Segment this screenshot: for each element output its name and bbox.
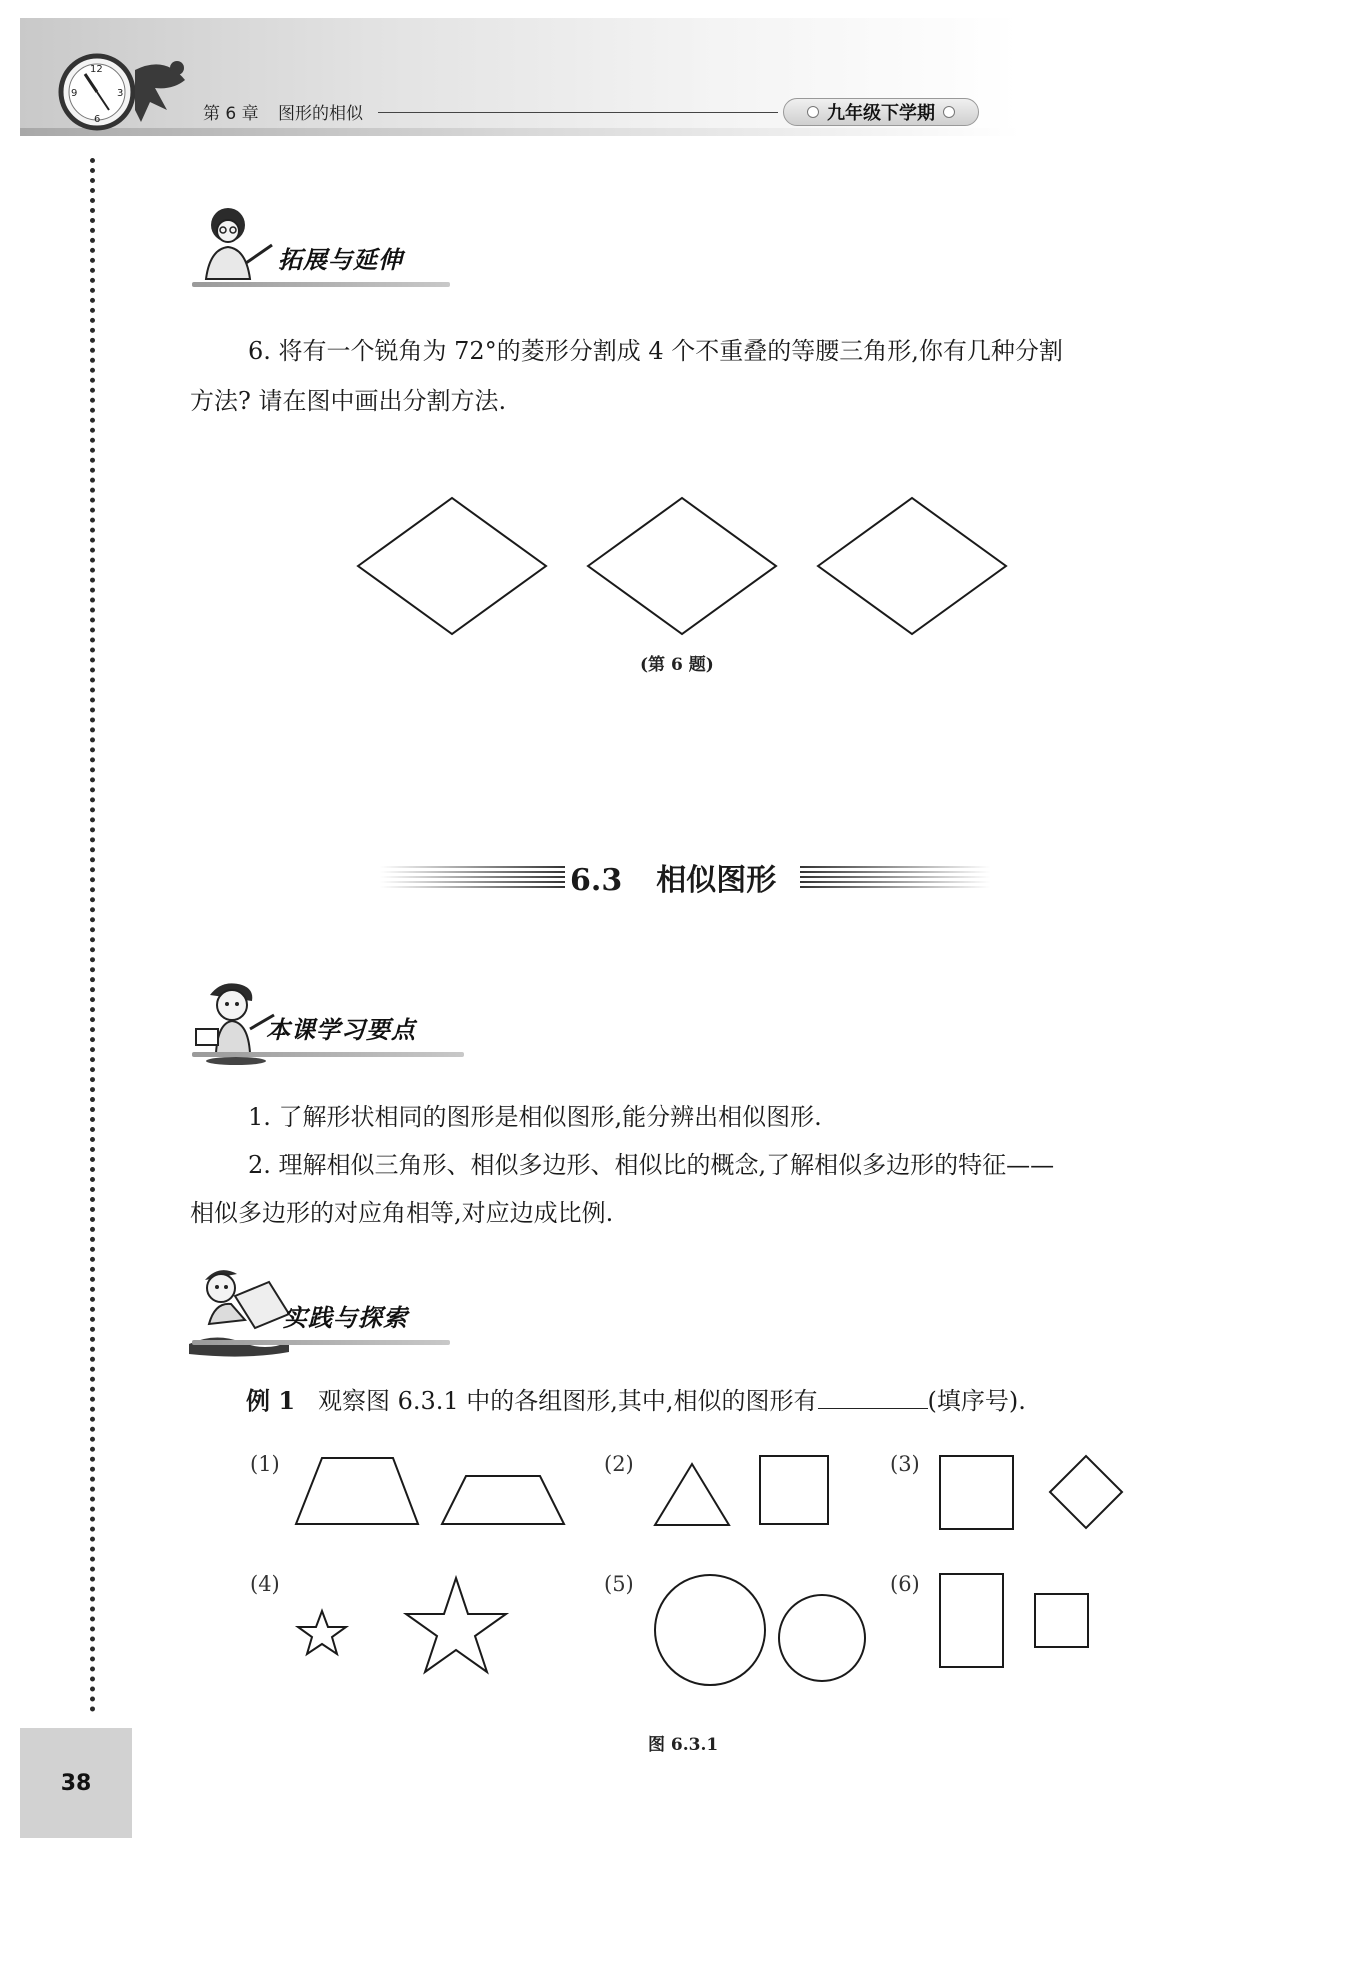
group-label-2: (2) <box>604 1452 634 1476</box>
svg-text:9: 9 <box>71 88 78 99</box>
page-number-tab <box>20 1728 132 1838</box>
key-point-2-line2: 相似多边形的对应角相等,对应边成比例. <box>190 1199 614 1227</box>
square-2 <box>760 1456 828 1524</box>
group-label-5: (5) <box>604 1572 634 1596</box>
key-point-2-line1: 2. 理解相似三角形、相似多边形、相似比的概念,了解相似多边形的特征—— <box>248 1151 1055 1179</box>
svg-text:12: 12 <box>90 64 103 75</box>
svg-text:6: 6 <box>94 114 101 125</box>
lesson-title-text: 相似图形 <box>656 863 777 898</box>
trapezoid-large <box>296 1458 418 1524</box>
circle-small <box>779 1595 865 1681</box>
triangle <box>655 1464 729 1525</box>
circle-large <box>655 1575 765 1685</box>
problem-6-line2: 方法? 请在图中画出分割方法. <box>190 387 507 415</box>
group-label-6: (6) <box>890 1572 920 1596</box>
trapezoid-small <box>442 1476 564 1524</box>
page-number: 38 <box>60 1770 92 1796</box>
grade-label: 九年级下学期 <box>827 103 935 124</box>
lesson-number: 6.3 <box>570 863 623 898</box>
example-text-before: 观察图 6.3.1 中的各组图形,其中,相似的图形有 <box>317 1387 818 1415</box>
example-text-after: (填序号). <box>927 1387 1026 1415</box>
diamond-square <box>1050 1456 1122 1528</box>
figure-caption-6-3-1: 图 6.3.1 <box>648 1735 719 1755</box>
group-label-3: (3) <box>890 1452 920 1476</box>
star-large <box>406 1578 506 1672</box>
figure-caption-problem-6: (第 6 题) <box>640 655 714 675</box>
section-label-extension: 拓展与延伸 <box>278 246 403 274</box>
group-label-4: (4) <box>250 1572 280 1596</box>
square-6 <box>1035 1594 1088 1647</box>
square-3 <box>940 1456 1013 1529</box>
star-small <box>298 1611 346 1654</box>
chapter-title: 图形的相似 <box>278 104 363 124</box>
chapter-number: 第 6 章 <box>203 104 259 124</box>
group-label-1: (1) <box>250 1452 280 1476</box>
section-label-practice: 实践与探索 <box>283 1304 408 1332</box>
problem-6-line1: 6. 将有一个锐角为 72°的菱形分割成 4 个不重叠的等腰三角形,你有几种分割 <box>248 337 1063 365</box>
rectangle <box>940 1574 1003 1667</box>
example-label: 例 1 <box>246 1386 296 1415</box>
svg-text:3: 3 <box>117 88 124 99</box>
section-label-key-points: 本课学习要点 <box>266 1016 416 1044</box>
key-point-1: 1. 了解形状相同的图形是相似图形,能分辨出相似图形. <box>248 1103 822 1131</box>
